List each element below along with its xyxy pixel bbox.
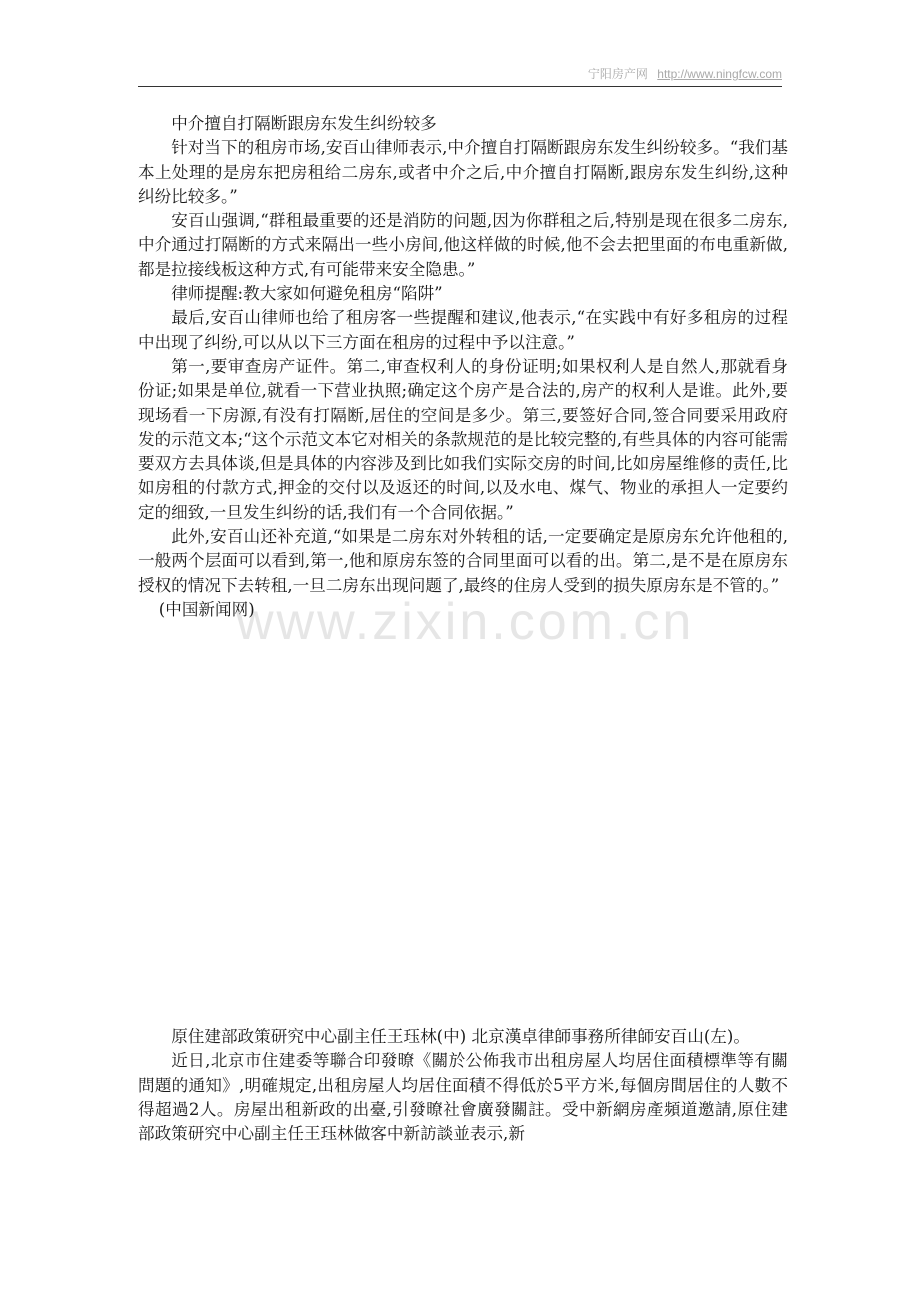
article-paragraph: 近日,北京市住建委等聯合印發暸《關於公佈我市出租房屋人均居住面積標準等有關問題的通知》,明確規定,出租房屋人均居住面積不得低於5平方米,每個房間居住的人數不得超過2人。房屋出租新政的出臺,引發暸社會廣發關註。受中新網房產頻道邀請,原住建部政策研究中心副主任王珏林做客中新訪談並表示,新 xyxy=(138,1051,788,1144)
site-name: 宁阳房产网 xyxy=(587,67,648,81)
watermark: www.zixin.com.cn xyxy=(236,593,695,651)
article-subheading: 律师提醒:教大家如何避免租房“陷阱” xyxy=(171,284,443,304)
image-caption: 原住建部政策研究中心副主任王珏林(中) 北京漢卓律師事務所律師安百山(左)。 xyxy=(171,1027,750,1046)
article-source: (中国新闻网) xyxy=(158,599,255,619)
article-subheading: 中介擅自打隔断跟房东发生纠纷较多 xyxy=(171,114,437,133)
article-paragraph: 最后,安百山律师也给了租房客一些提醒和建议,他表示,“在实践中有好多租房的过程中出现了纠纷,可以从以下三方面在租房的过程中予以注意。” xyxy=(138,308,788,352)
article-paragraph: 针对当下的租房市场,安百山律师表示,中介擅自打隔断跟房东发生纠纷较多。“我们基本上处理的是房东把房租给二房东,或者中介之后,中介擅自打隔断,跟房东发生纠纷,这种纠纷比较多。” xyxy=(138,138,788,206)
site-url-link[interactable]: http://www.ningfcw.com xyxy=(657,67,782,81)
article-body-second xyxy=(138,1025,788,1146)
page-header xyxy=(138,64,782,87)
article-paragraph: 安百山强调,“群租最重要的还是消防的问题,因为你群租之后,特别是现在很多二房东,中介通过打隔断的方式来隔出一些小房间,他这样做的时候,他不会去把里面的布电重新做,都是拉接线板这种方式,有可能带来安全隐患。” xyxy=(138,211,788,279)
article-paragraph: 此外,安百山还补充道,“如果是二房东对外转租的话,一定要确定是原房东允许他租的,一般两个层面可以看到,第一,他和原房东签的合同里面可以看的出。第二,是不是在原房东授权的情况下去转租,一旦二房东出现问题了,最终的住房人受到的损失原房东是不管的。” xyxy=(138,527,788,595)
article-body xyxy=(138,112,788,622)
article-paragraph: 第一,要审查房产证件。第二,审查权利人的身份证明;如果权利人是自然人,那就看身份证;如果是单位,就看一下营业执照;确定这个房产是合法的,房产的权利人是谁。此外,要现场看一下房源,有没有打隔断,居住的空间是多少。第三,要签好合同,签合同要采用政府发的示范文本;“这个示范文本它对相关的条款规范的是比较完整的,有些具体的内容可能需要双方去具体谈,但是具体的内容涉及到比如我们实际交房的时间,比如房屋维修的责任,比如房租的付款方式,押金的交付以及返还的时间,以及水电、煤气、物业的承担人一定要约定的细致,一旦发生纠纷的话,我们有一个合同依据。” xyxy=(138,356,788,522)
